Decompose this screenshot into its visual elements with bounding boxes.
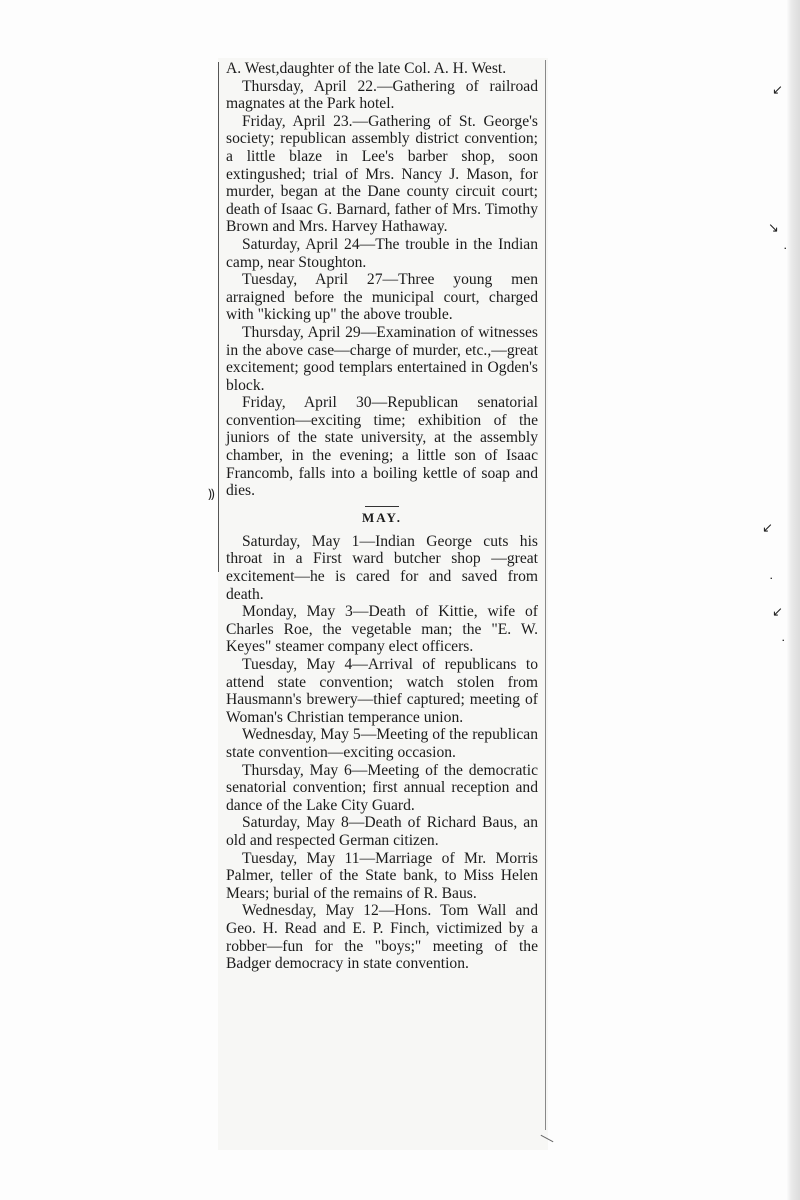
margin-tick-mark: ↙	[762, 521, 773, 536]
article-paragraph: Wednesday, May 5—Meeting of the republican state convention—exciting occasion.	[226, 726, 538, 761]
article-paragraph: Thursday, April 29—Examination of witnesses in the above case—charge of murder, etc.,—great excitement; good templars entertained in Ogden's block.	[226, 323, 538, 394]
article-paragraph: Saturday, May 8—Death of Richard Baus, an old and respected German citizen.	[226, 814, 538, 849]
margin-tick-mark: ↙	[772, 83, 783, 98]
section-divider	[365, 506, 399, 507]
margin-tick-mark: ↙	[772, 605, 783, 620]
article-paragraph: Tuesday, May 11—Marriage of Mr. Morris Palmer, teller of the State bank, to Miss Helen Mears; burial of the remains of R. Baus.	[226, 849, 538, 902]
month-heading: MAY.	[362, 509, 402, 525]
article-paragraph: A. West,daughter of the late Col. A. H. West.	[226, 60, 507, 77]
margin-tick-mark: ↘	[768, 221, 779, 236]
margin-tick-mark: ˙	[768, 577, 775, 592]
article-paragraph: Thursday, May 6—Meeting of the democratic senatorial convention; first annual reception and dance of the Lake City Guard.	[226, 761, 538, 814]
article-paragraph: Friday, April 23.—Gathering of St. George's society; republican assembly district convention; a little blaze in Lee's barber shop, soon extingushed; trial of Mrs. Nancy J. Mason, for murder, began at the Dane county circuit court; death of Isaac G. Barnard, father of Mrs. Timothy Brown and Mrs. Harvey Hathaway.	[226, 112, 538, 236]
article-paragraph: Friday, April 30—Republican senatorial convention—exciting time; exhibition of the juniors of the state university, at the assembly chamber, in the evening; a little son of Isaac Francomb, falls into a boiling kettle of soap and dies.	[226, 394, 538, 500]
margin-tick-mark: ⸩	[208, 487, 215, 502]
article-paragraph: Tuesday, May 4—Arrival of republicans to attend state convention; watch stolen from Hausmann's brewery—thief captured; meeting of Woman's Christian temperance union.	[226, 656, 538, 726]
margin-tick-mark: ˙	[782, 247, 789, 262]
article-paragraph: Saturday, April 24—The trouble in the Indian camp, near Stoughton.	[226, 235, 538, 271]
column-left-rule	[218, 62, 219, 572]
page-edge-shadow	[786, 0, 800, 1200]
article-paragraph: Saturday, May 1—Indian George cuts his throat in a First ward butcher shop —great excitement—he is cared for and saved from death.	[226, 532, 538, 603]
article-paragraph: Monday, May 3—Death of Kittie, wife of Charles Roe, the vegetable man; the "E. W. Keyes" steamer company elect officers.	[226, 603, 538, 656]
article-column	[226, 60, 538, 973]
article-paragraph: Thursday, April 22.—Gathering of railroad magnates at the Park hotel.	[226, 77, 538, 113]
article-paragraph: Wednesday, May 12—Hons. Tom Wall and Geo. H. Read and E. P. Finch, victimized by a robber—fun for the "boys;" meeting of the Badger democracy in state convention.	[226, 902, 538, 973]
margin-tick-mark: ˙	[780, 639, 787, 654]
column-right-rule	[545, 60, 546, 1130]
article-paragraph: Tuesday, April 27—Three young men arraigned before the municipal court, charged with "kicking up" the above trouble.	[226, 271, 538, 324]
